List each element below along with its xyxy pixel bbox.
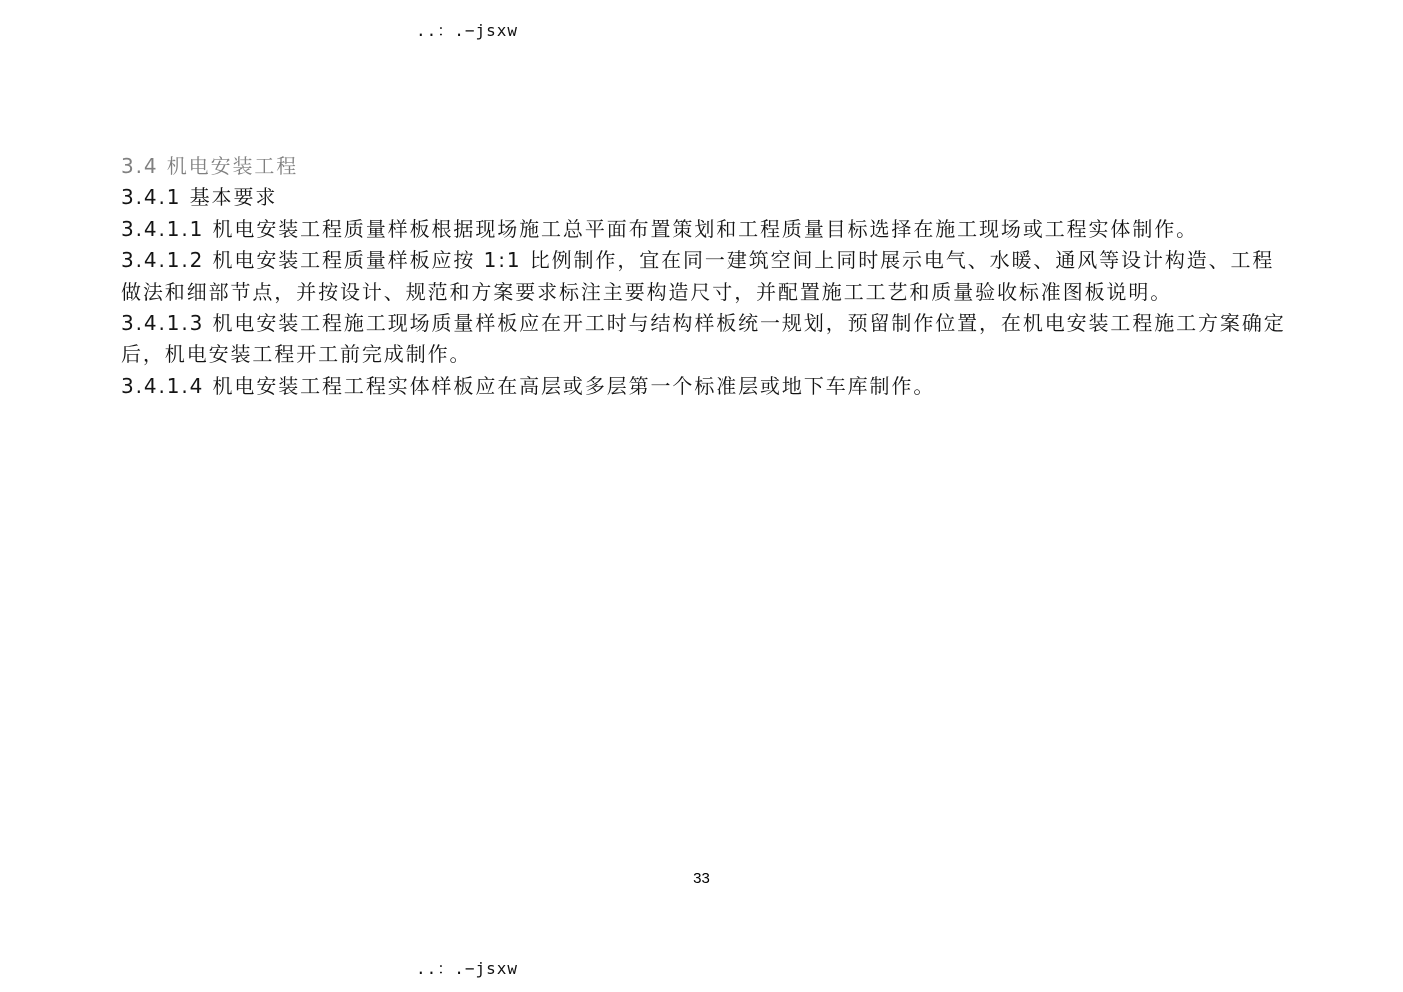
page-number: 33	[693, 870, 710, 887]
header-watermark: ..：.−jsxw	[416, 21, 519, 40]
footer-watermark: ..：.−jsxw	[416, 959, 519, 978]
subsection-heading: 3.4.1 基本要求	[121, 185, 278, 210]
section-heading: 3.4 机电安装工程	[121, 154, 299, 178]
paragraph-3-4-1-1: 3.4.1.1 机电安装工程质量样板根据现场施工总平面布置策划和工程质量目标选择在施工现场或工程实体制作。	[121, 216, 1199, 241]
document-body	[121, 151, 1291, 402]
paragraph-3-4-1-2: 3.4.1.2 机电安装工程质量样板应按 1:1 比例制作，宜在同一建筑空间上同时展示电气、水暖、通风等设计构造、工程做法和细部节点，并按设计、规范和方案要求标注主要构造尺寸，并配置施工工艺和质量验收标准图板说明。	[121, 248, 1275, 304]
paragraph-3-4-1-4: 3.4.1.4 机电安装工程工程实体样板应在高层或多层第一个标准层或地下车库制作。	[121, 373, 936, 398]
paragraph-3-4-1-3: 3.4.1.3 机电安装工程施工现场质量样板应在开工时与结构样板统一规划，预留制作位置，在机电安装工程施工方案确定后，机电安装工程开工前完成制作。	[121, 311, 1286, 367]
